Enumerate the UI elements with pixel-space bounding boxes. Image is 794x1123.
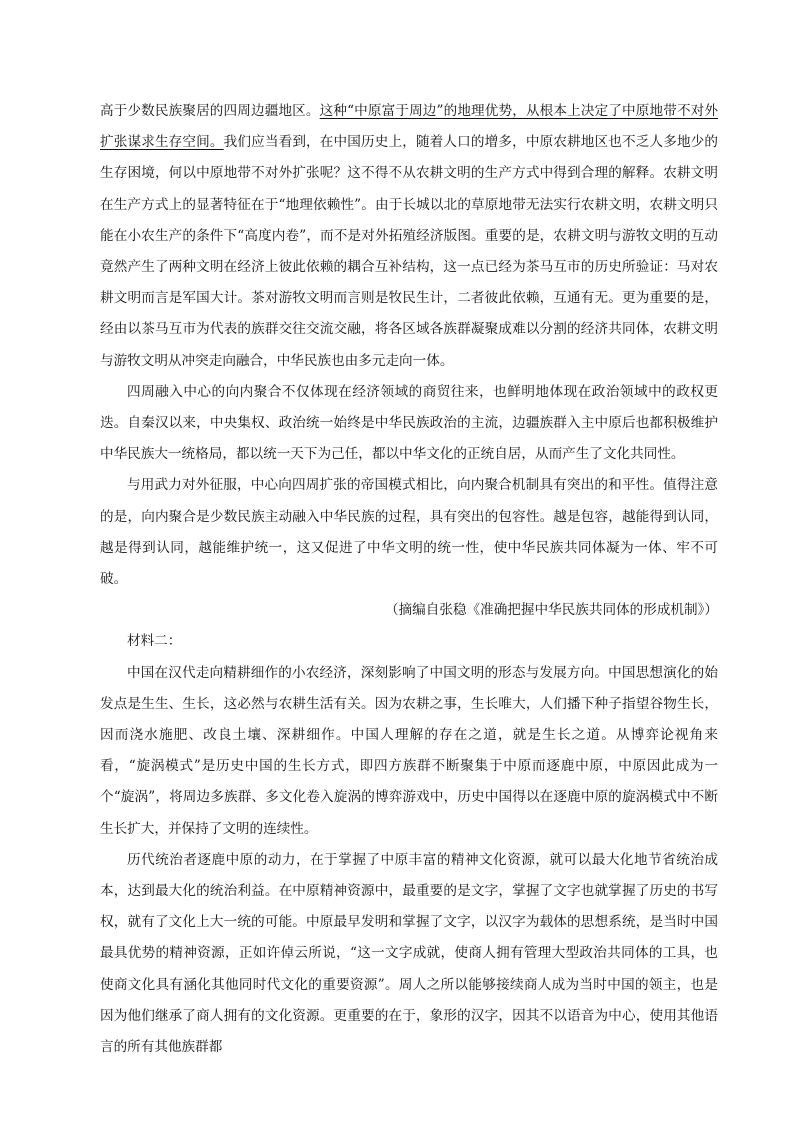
underlined-sentence: 这种“中原富于周边”的地理优势，从根本上决定了中原地带不对外扩张谋求生存空间。 (100, 103, 718, 151)
paragraph: 四周融入中心的向内聚合不仅体现在经济领域的商贸往来，也鲜明地体现在政治领域中的政权更迭。自秦汉以来，中央集权、政治统一始终是中华民族政治的主流，边疆族群入主中原后也都积极维护中华民族大一统格局，都以统一天下为己任，都以中华文化的正统自居，从而产生了文化共同性。 (100, 383, 718, 463)
paragraph-text: 高于少数民族聚居的四周边疆地区。 (100, 103, 320, 119)
paragraph-continuation (100, 96, 718, 377)
document-body (100, 96, 718, 1063)
paragraph: 中国在汉代走向精耕细作的小农经济，深刻影响了中国文明的形态与发展方向。中国思想演化的始发点是生生、生长，这必然与农耕生活有关。因为农耕之事，生长唯大，人们播下种子指望谷物生长，因而浇水施肥、改良土壤、深耕细作。中国人理解的存在之道，就是生长之道。从博弈论视角来看，“旋涡模式”是历史中国的生长方式，即四方族群不断聚集于中原而逐鹿中原，中原因此成为一个“旋涡”，将周边多族群、多文化卷入旋涡的博弈游戏中，历史中国得以在逐鹿中原的旋涡模式中不断生长扩大，并保持了文明的连续性。 (100, 664, 718, 837)
paragraph: 历代统治者逐鹿中原的动力，在于掌握了中原丰富的精神文化资源，就可以最大化地节省统治成本，达到最大化的统治利益。在中原精神资源中，最重要的是文字，掌握了文字也就掌握了历史的书写权，就有了文化上大一统的可能。中原最早发明和掌握了文字，以汉字为载体的思想系统，是当时中国最具优势的精神资源，正如许倬云所说，“这一文字成就，使商人拥有管理大型政治共同体的工具，也使商文化具有涵化其他同时代文化的重要资源”。周人之所以能够接续商人成为当时中国的领主，也是因为他们继承了商人拥有的文化资源。更重要的在于，象形的汉字，因其不以语音为中心，使用其他语言的所有其他族群都 (100, 851, 718, 1056)
paragraph: 与用武力对外征服，中心向四周扩张的帝国模式相比，向内聚合机制具有突出的和平性。值得注意的是，向内聚合是少数民族主动融入中华民族的过程，具有突出的包容性。越是包容，越能得到认同，越是得到认同，越能维护统一，这又促进了中华文明的统一性，使中华民族共同体凝为一体、牢不可破。 (100, 477, 718, 588)
source-citation: （摘编自张稳《准确把握中华民族共同体的形成机制》） (384, 602, 718, 619)
paragraph-text: 我们应当看到，在中国历史上，随着人口的增多，中原农耕地区也不乏人多地少的生存困境，何以中原地带不对外扩张呢？这不得不从农耕文明的生产方式中得到合理的解释。农耕文明在生产方式上的显著特征在于“地理依赖性”。由于长城以北的草原地带无法实行农耕文明，农耕文明只能在小农生产的条件下“高度内卷”，而不是对外拓殖经济版图。重要的是，农耕文明与游牧文明的互动竟然产生了两种文明在经济上彼此依赖的耦合互补结构，这一点已经为茶马互市的历史所验证：马对农耕文明而言是军国大计。茶对游牧文明而言则是牧民生计，二者彼此依赖，互通有无。更为重要的是，经由以茶马互市为代表的族群交往交流交融，将各区域各族群凝聚成难以分割的经济共同体，农耕文明与游牧文明从冲突走向融合，中华民族也由多元走向一体。 (100, 134, 719, 369)
material-heading: 材料二： (127, 633, 182, 650)
